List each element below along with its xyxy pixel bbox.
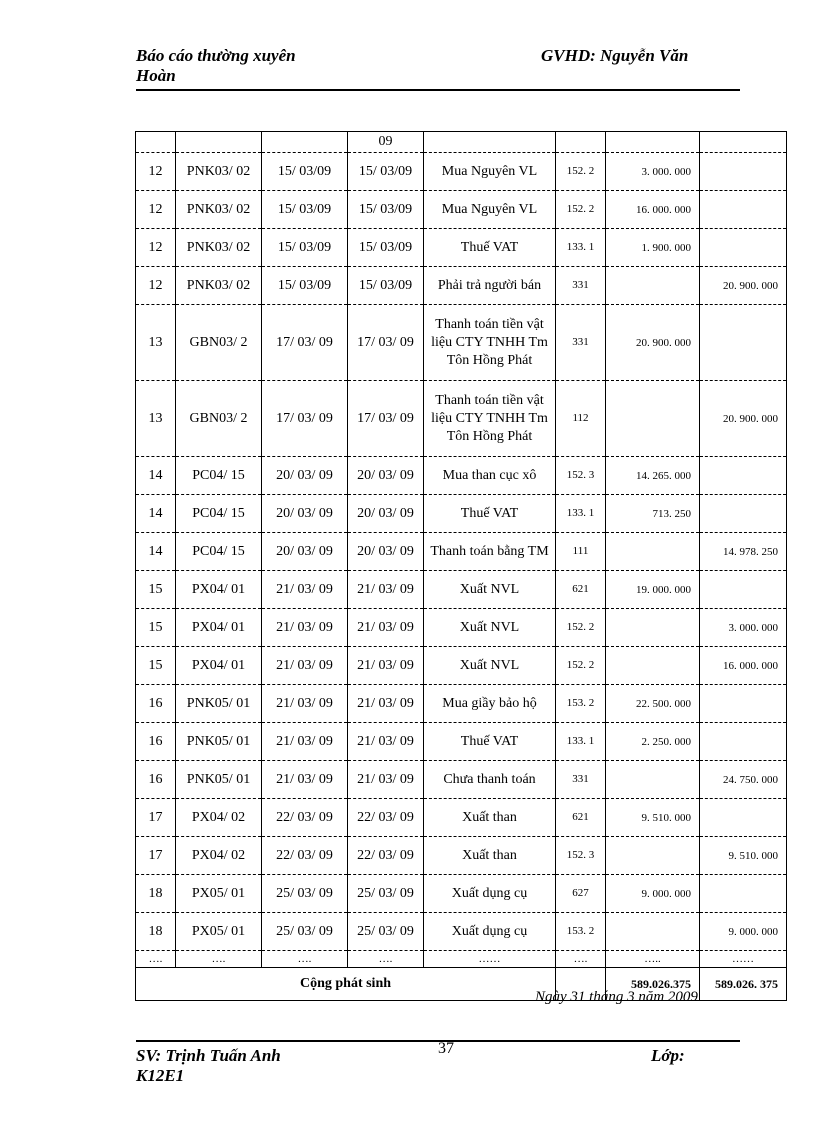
table-cell: 16 [136, 723, 176, 761]
table-cell: 21/ 03/ 09 [348, 685, 424, 723]
table-cell: Thuế VAT [424, 229, 556, 267]
table-cell: 15 [136, 571, 176, 609]
table-cell: 13 [136, 381, 176, 457]
table-cell: …… [424, 951, 556, 968]
table-row [136, 381, 787, 457]
table-cell: 25/ 03/ 09 [348, 875, 424, 913]
table-cell: 20/ 03/ 09 [348, 457, 424, 495]
table-cell: PX05/ 01 [176, 875, 262, 913]
table-cell: 9. 000. 000 [606, 875, 700, 913]
table-cell [606, 761, 700, 799]
table-cell [700, 457, 787, 495]
table-cell: 152. 3 [556, 457, 606, 495]
table-cell: 21/ 03/ 09 [262, 723, 348, 761]
table-cell: …… [700, 951, 787, 968]
table-cell: 9. 510. 000 [606, 799, 700, 837]
table-cell: 20. 900. 000 [700, 267, 787, 305]
table-cell: Xuất than [424, 837, 556, 875]
page-number: 37 [438, 1040, 454, 1057]
table-cell: 15/ 03/09 [262, 267, 348, 305]
table-cell: 17/ 03/ 09 [262, 381, 348, 457]
table-cell: 13 [136, 305, 176, 381]
table-cell [606, 132, 700, 153]
table-cell [136, 132, 176, 153]
table-cell: 20/ 03/ 09 [262, 457, 348, 495]
table-cell: 15/ 03/09 [262, 153, 348, 191]
table-cell: 20. 900. 000 [606, 305, 700, 381]
table-cell: Xuất than [424, 799, 556, 837]
table-row [136, 913, 787, 951]
header-supervisor: GVHD: Nguyễn Văn [541, 46, 689, 65]
table-cell: GBN03/ 2 [176, 381, 262, 457]
footer-class-label: Lớp: [651, 1046, 685, 1065]
table-row-continuation [136, 132, 787, 153]
table-cell: 16. 000. 000 [606, 191, 700, 229]
table-cell: …. [262, 951, 348, 968]
table-cell: 18 [136, 913, 176, 951]
table-cell: PNK03/ 02 [176, 267, 262, 305]
table-cell [700, 132, 787, 153]
table-row [136, 153, 787, 191]
total-label: Cộng phát sinh [136, 968, 556, 1001]
table-cell: PC04/ 15 [176, 457, 262, 495]
table-cell: 3. 000. 000 [700, 609, 787, 647]
table-row [136, 267, 787, 305]
table-cell [700, 685, 787, 723]
table-cell: 17/ 03/ 09 [348, 305, 424, 381]
table-row [136, 609, 787, 647]
table-cell: 20/ 03/ 09 [348, 533, 424, 571]
table-cell: PNK05/ 01 [176, 685, 262, 723]
report-date: Ngày 31 tháng 3 năm 2009 [535, 989, 698, 1005]
table-cell: 20/ 03/ 09 [262, 533, 348, 571]
table-cell [424, 132, 556, 153]
table-row-ellipsis [136, 951, 787, 968]
table-cell: 20/ 03/ 09 [262, 495, 348, 533]
table-cell: PX05/ 01 [176, 913, 262, 951]
table-cell: 22/ 03/ 09 [348, 837, 424, 875]
table-cell: 22/ 03/ 09 [262, 837, 348, 875]
table-cell: 21/ 03/ 09 [262, 571, 348, 609]
table-cell: 20. 900. 000 [700, 381, 787, 457]
table-cell: PC04/ 15 [176, 495, 262, 533]
table-cell: 152. 2 [556, 191, 606, 229]
table-cell: 627 [556, 875, 606, 913]
table-cell: PC04/ 15 [176, 533, 262, 571]
table-cell: Thanh toán tiền vật liệu CTY TNHH Tm Tôn Hồng Phát [424, 381, 556, 457]
table-cell: Mua than cục xô [424, 457, 556, 495]
table-cell: 713. 250 [606, 495, 700, 533]
table-cell [700, 723, 787, 761]
table-cell [176, 132, 262, 153]
table-cell: 16. 000. 000 [700, 647, 787, 685]
table-cell: 15/ 03/09 [348, 191, 424, 229]
table-cell: 24. 750. 000 [700, 761, 787, 799]
table-cell: 111 [556, 533, 606, 571]
table-cell: PX04/ 02 [176, 799, 262, 837]
table-row [136, 571, 787, 609]
table-cell: 19. 000. 000 [606, 571, 700, 609]
table-cell [700, 799, 787, 837]
table-cell: 152. 2 [556, 609, 606, 647]
table-cell: Xuất dụng cụ [424, 913, 556, 951]
header-title-cont: Hoàn [136, 66, 176, 85]
table-cell: 21/ 03/ 09 [348, 647, 424, 685]
table-cell: 9. 510. 000 [700, 837, 787, 875]
table-cell: 3. 000. 000 [606, 153, 700, 191]
table-cell: 133. 1 [556, 723, 606, 761]
table-row [136, 685, 787, 723]
table-cell: 21/ 03/ 09 [262, 761, 348, 799]
table-cell: 21/ 03/ 09 [348, 609, 424, 647]
table-cell: ….. [606, 951, 700, 968]
table-cell: Thanh toán bằng TM [424, 533, 556, 571]
table-cell: 15/ 03/09 [348, 267, 424, 305]
table-cell: 21/ 03/ 09 [262, 685, 348, 723]
table-cell: 152. 2 [556, 153, 606, 191]
table-cell: 16 [136, 685, 176, 723]
table-cell: …. [348, 951, 424, 968]
table-cell: Xuất NVL [424, 647, 556, 685]
table-row [136, 761, 787, 799]
table-cell: PNK05/ 01 [176, 723, 262, 761]
table-cell: 621 [556, 571, 606, 609]
table-cell: 17 [136, 837, 176, 875]
table-cell [700, 305, 787, 381]
table-cell: 12 [136, 191, 176, 229]
table-cell [700, 571, 787, 609]
table-cell [700, 229, 787, 267]
table-cell: PNK03/ 02 [176, 191, 262, 229]
table-cell: 22/ 03/ 09 [262, 799, 348, 837]
footer-student-class: K12E1 [136, 1066, 185, 1085]
table-cell [606, 533, 700, 571]
table-row [136, 799, 787, 837]
table-cell [700, 191, 787, 229]
table-cell: PX04/ 01 [176, 609, 262, 647]
table-cell: 14. 265. 000 [606, 457, 700, 495]
table-cell: 09 [348, 132, 424, 153]
table-cell: 18 [136, 875, 176, 913]
table-cell: 15/ 03/09 [348, 229, 424, 267]
table-cell: 331 [556, 305, 606, 381]
table-cell: 21/ 03/ 09 [262, 609, 348, 647]
ledger-body [136, 132, 787, 1001]
table-row [136, 837, 787, 875]
table-cell: Mua Nguyên VL [424, 153, 556, 191]
table-cell: 14 [136, 457, 176, 495]
table-cell: 21/ 03/ 09 [348, 761, 424, 799]
table-cell: 22/ 03/ 09 [348, 799, 424, 837]
table-cell: 22. 500. 000 [606, 685, 700, 723]
table-cell: PNK03/ 02 [176, 229, 262, 267]
footer-student [136, 1046, 281, 1086]
table-cell: Phải trả người bán [424, 267, 556, 305]
table-row [136, 875, 787, 913]
table-cell: Xuất NVL [424, 609, 556, 647]
table-cell: 152. 3 [556, 837, 606, 875]
total-debit: 589.026.375 [606, 968, 700, 1001]
table-row [136, 191, 787, 229]
table-cell: 133. 1 [556, 229, 606, 267]
header-divider [136, 89, 740, 91]
table-cell: Thuế VAT [424, 723, 556, 761]
table-cell: 17 [136, 799, 176, 837]
header-left [136, 46, 296, 86]
table-cell: PNK03/ 02 [176, 153, 262, 191]
table-cell: 15/ 03/09 [262, 229, 348, 267]
table-cell: 12 [136, 153, 176, 191]
table-cell: GBN03/ 2 [176, 305, 262, 381]
table-cell: 25/ 03/ 09 [262, 913, 348, 951]
table-cell: 17/ 03/ 09 [348, 381, 424, 457]
table-cell: 133. 1 [556, 495, 606, 533]
table-cell: 14 [136, 495, 176, 533]
footer-student-name: SV: Trịnh Tuấn Anh [136, 1046, 281, 1065]
table-row [136, 495, 787, 533]
table-cell [606, 913, 700, 951]
table-cell: PX04/ 01 [176, 571, 262, 609]
table-cell [262, 132, 348, 153]
table-cell: 14. 978. 250 [700, 533, 787, 571]
table-cell [606, 609, 700, 647]
table-cell: 15 [136, 647, 176, 685]
table-cell: 153. 2 [556, 685, 606, 723]
table-cell: 152. 2 [556, 647, 606, 685]
table-cell: Thuế VAT [424, 495, 556, 533]
table-row [136, 229, 787, 267]
table-cell: 331 [556, 761, 606, 799]
table-cell [556, 132, 606, 153]
table-cell: 621 [556, 799, 606, 837]
table-cell: PNK05/ 01 [176, 761, 262, 799]
table-cell: 112 [556, 381, 606, 457]
table-cell [700, 495, 787, 533]
table-cell: 12 [136, 267, 176, 305]
table-cell: 15/ 03/09 [348, 153, 424, 191]
table-row [136, 723, 787, 761]
table-cell: …. [136, 951, 176, 968]
table-cell: PX04/ 02 [176, 837, 262, 875]
table-row [136, 457, 787, 495]
table-row [136, 647, 787, 685]
table-cell [606, 381, 700, 457]
table-cell [700, 875, 787, 913]
total-credit: 589.026. 375 [700, 968, 787, 1001]
table-cell: 15/ 03/09 [262, 191, 348, 229]
table-cell [606, 267, 700, 305]
table-cell: 153. 2 [556, 913, 606, 951]
table-cell: 20/ 03/ 09 [348, 495, 424, 533]
table-cell: 21/ 03/ 09 [262, 647, 348, 685]
table-cell: 25/ 03/ 09 [262, 875, 348, 913]
table-cell: Xuất NVL [424, 571, 556, 609]
table-row [136, 533, 787, 571]
table-cell: 1. 900. 000 [606, 229, 700, 267]
table-cell: Thanh toán tiền vật liệu CTY TNHH Tm Tôn Hồng Phát [424, 305, 556, 381]
table-cell [700, 153, 787, 191]
table-cell: 21/ 03/ 09 [348, 723, 424, 761]
ledger-table [135, 131, 787, 1001]
table-cell: …. [176, 951, 262, 968]
table-cell: 9. 000. 000 [700, 913, 787, 951]
table-cell: 21/ 03/ 09 [348, 571, 424, 609]
table-cell: 14 [136, 533, 176, 571]
table-cell: 17/ 03/ 09 [262, 305, 348, 381]
table-cell: Chưa thanh toán [424, 761, 556, 799]
table-cell [606, 647, 700, 685]
table-cell: Xuất dụng cụ [424, 875, 556, 913]
table-cell: 25/ 03/ 09 [348, 913, 424, 951]
table-cell: 2. 250. 000 [606, 723, 700, 761]
table-cell: 331 [556, 267, 606, 305]
table-row [136, 305, 787, 381]
table-cell: PX04/ 01 [176, 647, 262, 685]
table-cell: 12 [136, 229, 176, 267]
table-cell: Mua giầy bảo hộ [424, 685, 556, 723]
header-title: Báo cáo thường xuyên [136, 46, 296, 65]
table-cell [606, 837, 700, 875]
table-cell: 15 [136, 609, 176, 647]
table-cell: 16 [136, 761, 176, 799]
table-cell: …. [556, 951, 606, 968]
table-cell: Mua Nguyên VL [424, 191, 556, 229]
